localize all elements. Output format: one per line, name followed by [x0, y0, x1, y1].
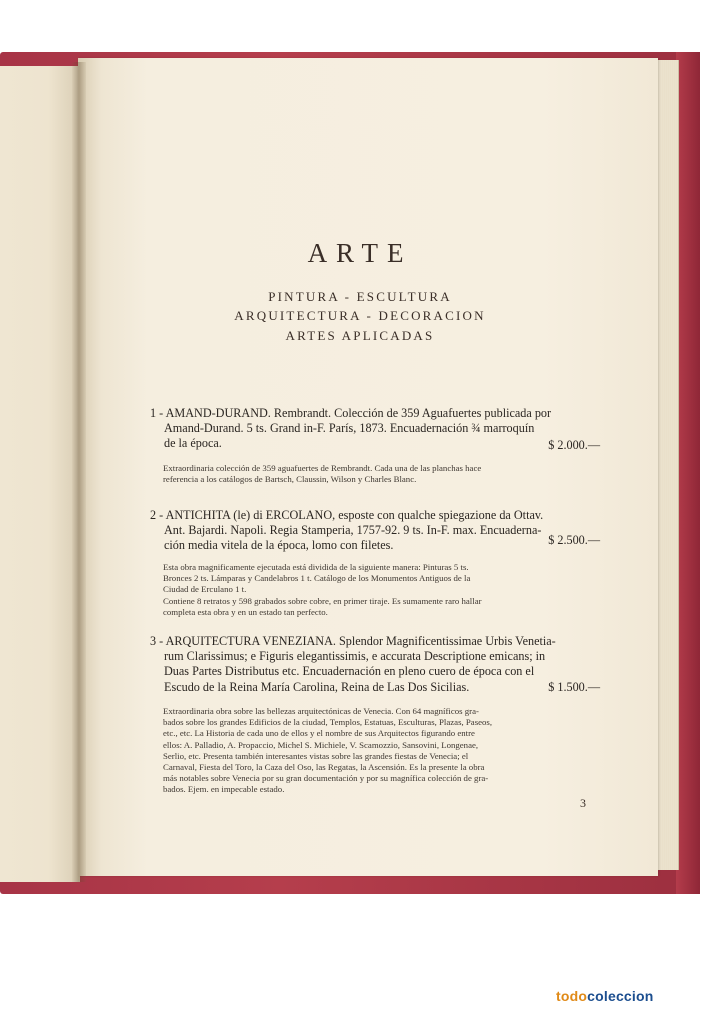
page-number: 3	[580, 796, 586, 810]
note-line: referencia a los catálogos de Bartsch, Claussin, Wilson y Charles Blanc.	[163, 474, 417, 485]
note-line: bados sobre los grandes Edificios de la ciudad, Templos, Estatuas, Esculturas, Plazas, Paseos,	[163, 717, 493, 728]
note-line: Ciudad de Erculano 1 t.	[163, 584, 247, 595]
entry-3-price: $ 1.500.—	[548, 680, 600, 694]
subtitle-line-3: ARTES APLICADAS	[285, 328, 435, 343]
note-line: completa esta obra y en un estado tan perfecto.	[163, 606, 328, 617]
entry-3-note	[163, 706, 593, 796]
entry-line: 3 - ARQUITECTURA VENEZIANA. Splendor Magnificentissimae Urbis Venetia-	[150, 634, 556, 648]
note-line: ellos: A. Palladio, A. Propaccio, Michel S. Michiele, V. Scamozzio, Sansovini, Longenae,	[163, 739, 479, 750]
page-title: ARTE	[307, 238, 413, 268]
page-edges	[656, 60, 679, 870]
entry-2-price: $ 2.500.—	[548, 533, 600, 547]
entry-line: Ant. Bajardi. Napoli. Regia Stamperia, 1757-92. 9 ts. In-F. max. Encuaderna-	[164, 523, 542, 538]
entry-line: 1 - AMAND-DURAND. Rembrandt. Colección de 359 Aguafuertes publicada por	[150, 406, 552, 420]
left-page	[0, 66, 80, 882]
note-line: bados. Ejem. en impecable estado.	[163, 784, 285, 795]
note-line: Contiene 8 retratos y 598 grabados sobre cobre, en primer tiraje. Es sumamente raro hallar	[163, 595, 482, 606]
note-line: Serlio, etc. Presenta también interesantes vistas sobre las grandes fiestas de Venecia; el	[163, 750, 469, 761]
entry-line: ción media vitela de la época, lomo con filetes.	[164, 538, 394, 553]
watermark-part-1: todo	[556, 988, 588, 1004]
subtitle-line-1: PINTURA - ESCULTURA	[268, 289, 452, 304]
note-line: Carnaval, Fiesta del Toro, la Caza del Oso, las Regatas, la Ascensión. Es la presente la obra	[163, 762, 485, 773]
entry-line: Duas Partes Distributus etc. Encuadernación en pleno cuero de época con el	[164, 664, 535, 679]
subtitle-line-2: ARQUITECTURA - DECORACION	[234, 308, 486, 323]
cover-edge	[676, 52, 700, 894]
entry-line: Escudo de la Reina María Carolina, Reina de Las Dos Sicilias.	[164, 679, 470, 694]
note-line: Extraordinaria obra sobre las bellezas arquitectónicas de Venecia. Con 64 magníficos gra-	[163, 706, 479, 716]
note-line: etc., etc. La Historia de cada uno de ellos y el nombre de sus Arquitectos figurando entre	[163, 728, 475, 739]
note-line: más notables sobre Venecia por su gran documentación y por su magnífica colección de gra-	[163, 773, 489, 784]
entry-1-price: $ 2.000.—	[548, 438, 600, 452]
entry-line: 2 - ANTICHITA (le) di ERCOLANO, esposte con qualche spiegazione da Ottav.	[150, 508, 544, 522]
entry-line: rum Clarissimus; e Figuris elegantissimis, e accurata Descriptione emicans; in	[164, 649, 546, 664]
entry-2-note	[163, 562, 593, 618]
book-gutter	[72, 62, 86, 882]
entry-line: Amand-Durand. 5 ts. Grand in-F. París, 1873. Encuadernación ¾ marroquín	[164, 421, 535, 436]
note-line: Extraordinaria colección de 359 aguafuertes de Rembrandt. Cada una de las planchas hace	[163, 463, 482, 473]
note-line: Esta obra magnificamente ejecutada está dividida de la siguiente manera: Pinturas 5 ts.	[163, 562, 469, 572]
note-line: Bronces 2 ts. Lámparas y Candelabros 1 t. Catálogo de los Monumentos Antiguos de la	[163, 573, 471, 584]
entry-1-note	[163, 463, 593, 485]
watermark-part-2: coleccion	[587, 988, 654, 1004]
entry-line: de la época.	[164, 436, 222, 451]
watermark-logo	[556, 988, 654, 1004]
